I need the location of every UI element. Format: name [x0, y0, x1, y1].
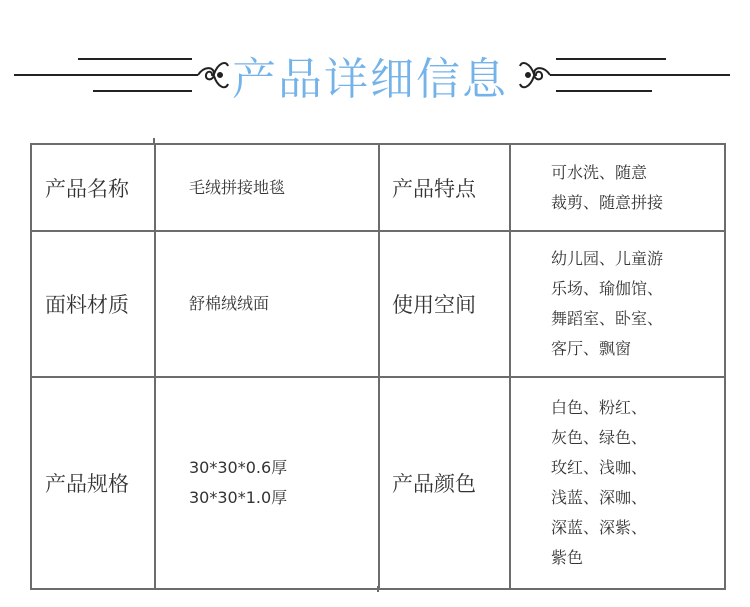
spec-line: 30*30*0.6厚	[189, 458, 288, 477]
value-usage-space	[510, 231, 725, 377]
label-product-name: 产品名称	[31, 144, 155, 231]
feature-line: 裁剪、随意拼接	[551, 192, 664, 212]
color-line: 浅蓝、深咖、	[551, 488, 648, 507]
value-product-name: 毛绒拼接地毯	[155, 144, 379, 231]
feature-line: 可水洗、随意	[551, 162, 648, 182]
value-product-features	[510, 144, 725, 231]
label-product-features: 产品特点	[379, 144, 510, 231]
table-row	[31, 231, 725, 377]
usage-line: 乐场、瑜伽馆、	[551, 279, 664, 298]
color-line: 深蓝、深紫、	[551, 518, 648, 537]
value-spec	[155, 377, 379, 589]
usage-line: 舞蹈室、卧室、	[551, 309, 664, 328]
label-material: 面料材质	[31, 231, 155, 377]
spec-line: 30*30*1.0厚	[189, 488, 288, 507]
table-row	[31, 144, 725, 231]
usage-line: 幼儿园、儿童游	[551, 249, 664, 268]
product-spec-table	[30, 143, 726, 590]
header	[0, 0, 750, 130]
color-line: 灰色、绿色、	[551, 428, 648, 447]
color-line: 玫红、浅咖、	[551, 458, 648, 477]
label-spec: 产品规格	[31, 377, 155, 589]
value-material: 舒棉绒绒面	[155, 231, 379, 377]
label-colors: 产品颜色	[379, 377, 510, 589]
label-usage-space: 使用空间	[379, 231, 510, 377]
page-title: 产品详细信息	[232, 54, 508, 105]
table-row	[31, 377, 725, 589]
color-line: 白色、粉红、	[551, 398, 648, 417]
right-flourish-icon	[520, 63, 550, 87]
value-colors	[510, 377, 725, 589]
usage-line: 客厅、飘窗	[551, 339, 632, 358]
left-flourish-icon	[198, 63, 228, 87]
color-line: 紫色	[551, 548, 584, 567]
